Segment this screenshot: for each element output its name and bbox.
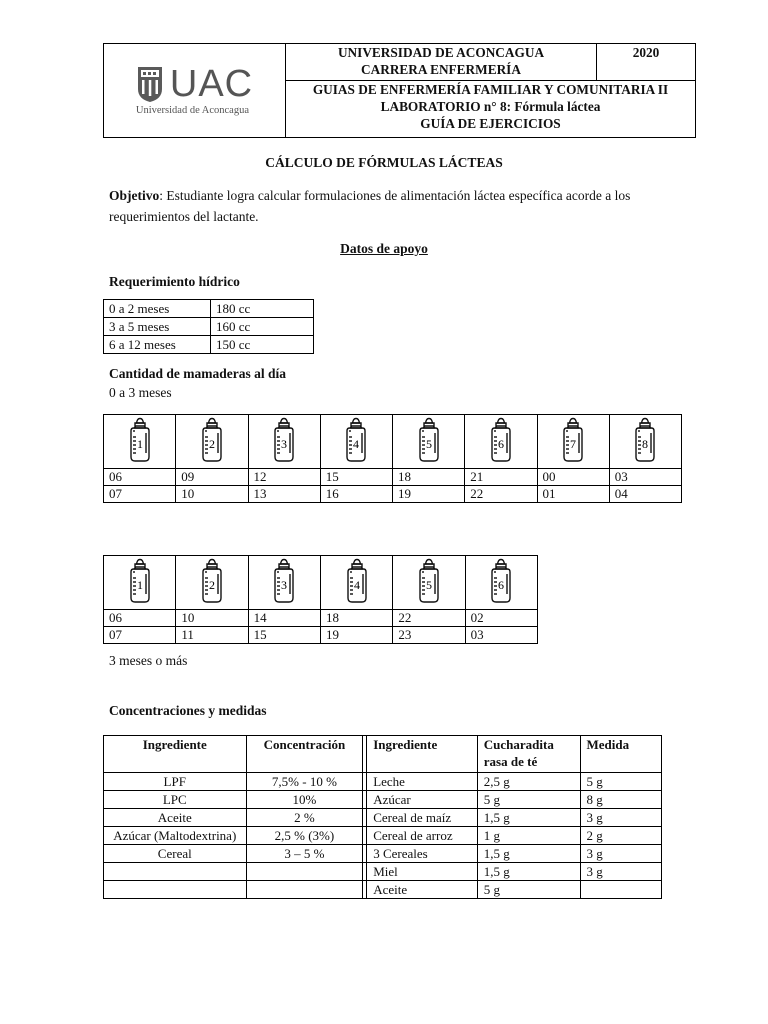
- measure-cell: 5 g: [580, 773, 662, 791]
- time-cell: 01: [537, 486, 609, 503]
- bottle-schedule-0-3-months: [103, 414, 682, 503]
- teaspoon-cell: 5 g: [477, 791, 580, 809]
- bottle-number: 3: [281, 436, 288, 451]
- time-cell: 02: [465, 610, 537, 627]
- concentration-cell: 10%: [246, 791, 363, 809]
- bottle-cell: [176, 556, 248, 610]
- university-logo: [104, 44, 285, 137]
- concentration-cell: 7,5% - 10 %: [246, 773, 363, 791]
- time-cell: 12: [248, 469, 320, 486]
- age-range-cell: 6 a 12 meses: [104, 336, 211, 354]
- ingredient-cell: Aceite: [104, 809, 247, 827]
- time-cell: 07: [104, 627, 176, 644]
- career-name: CARRERA ENFERMERÍA: [361, 62, 521, 77]
- bottle-cell: [104, 556, 176, 610]
- measure-cell: 3 g: [580, 809, 662, 827]
- measure-cell: [580, 881, 662, 899]
- baby-bottle-icon: [344, 558, 370, 604]
- lab-title: LABORATORIO n° 8: Fórmula láctea: [380, 99, 601, 114]
- ingredient-cell: LPF: [104, 773, 247, 791]
- year: 2020: [597, 44, 696, 81]
- time-cell: 23: [393, 627, 465, 644]
- concentration-cell: 3 – 5 %: [246, 845, 363, 863]
- teaspoon-cell: 1 g: [477, 827, 580, 845]
- baby-bottle-icon: [416, 417, 442, 463]
- water-requirement-table: [103, 299, 314, 354]
- time-cell: 10: [176, 486, 248, 503]
- objective: [109, 185, 669, 227]
- time-cell: 00: [537, 469, 609, 486]
- time-row: [104, 469, 682, 486]
- bottle-number: 4: [353, 436, 360, 451]
- measure-cell: 8 g: [580, 791, 662, 809]
- time-row: [104, 627, 538, 644]
- objective-text: : Estudiante logra calcular formulaciones de alimentación láctea específica acorde a los requerimientos del lactante.: [109, 188, 631, 224]
- logo-subtitle: Universidad de Aconcagua: [135, 105, 250, 116]
- ingredient-cell: Cereal de maíz: [367, 809, 478, 827]
- bottles-heading: Cantidad de mamaderas al día: [109, 366, 287, 381]
- time-cell: 14: [248, 610, 320, 627]
- time-cell: 07: [104, 486, 176, 503]
- measure-cell: 3 g: [580, 863, 662, 881]
- guide-cell: [286, 81, 696, 138]
- time-cell: 15: [248, 627, 320, 644]
- time-cell: 03: [465, 627, 537, 644]
- bottle-number: 5: [425, 436, 432, 451]
- time-cell: 22: [465, 486, 537, 503]
- time-cell: 11: [176, 627, 248, 644]
- bottle-cell: [320, 415, 392, 469]
- water-requirement-heading: Requerimiento hídrico: [109, 274, 240, 289]
- time-cell: 19: [320, 627, 392, 644]
- bottle-icons-row: [104, 556, 538, 610]
- concentration-cell: [246, 863, 363, 881]
- bottle-number: 6: [498, 577, 505, 592]
- time-cell: 09: [176, 469, 248, 486]
- group1-label: 0 a 3 meses: [109, 385, 172, 400]
- concentration-cell: 2 %: [246, 809, 363, 827]
- bottle-number: 2: [208, 577, 215, 592]
- baby-bottle-icon: [343, 417, 369, 463]
- teaspoon-cell: 5 g: [477, 881, 580, 899]
- ingredient-cell: [104, 863, 247, 881]
- shield-icon: [136, 65, 164, 103]
- volume-cell: 180 cc: [211, 300, 314, 318]
- table-row: [104, 881, 662, 899]
- table-row: [104, 845, 662, 863]
- column-header: Cucharadita rasa de té: [477, 736, 580, 773]
- time-cell: 13: [248, 486, 320, 503]
- document-header: [103, 43, 696, 138]
- age-range-cell: 3 a 5 meses: [104, 318, 211, 336]
- time-cell: 06: [104, 610, 176, 627]
- time-row: [104, 486, 682, 503]
- ingredient-cell: Leche: [367, 773, 478, 791]
- baby-bottle-icon: [560, 417, 586, 463]
- time-cell: 16: [320, 486, 392, 503]
- bottle-number: 1: [136, 577, 143, 592]
- group2-label: 3 meses o más: [109, 653, 188, 668]
- ingredient-cell: 3 Cereales: [367, 845, 478, 863]
- time-cell: 10: [176, 610, 248, 627]
- ingredient-cell: LPC: [104, 791, 247, 809]
- table-row: [104, 318, 314, 336]
- volume-cell: 160 cc: [211, 318, 314, 336]
- bottle-number: 8: [642, 436, 649, 451]
- bottle-schedule-3-plus-months: [103, 555, 538, 644]
- bottle-number: 1: [136, 436, 143, 451]
- table-row: [104, 827, 662, 845]
- time-cell: 22: [393, 610, 465, 627]
- age-range-cell: 0 a 2 meses: [104, 300, 211, 318]
- time-cell: 19: [393, 486, 465, 503]
- teaspoon-cell: 1,5 g: [477, 809, 580, 827]
- measure-cell: 2 g: [580, 827, 662, 845]
- teaspoon-cell: 1,5 g: [477, 845, 580, 863]
- baby-bottle-icon: [199, 417, 225, 463]
- baby-bottle-icon: [199, 558, 225, 604]
- table-row: [104, 300, 314, 318]
- bottle-cell: [465, 556, 537, 610]
- concentrations-heading: Concentraciones y medidas: [109, 703, 267, 718]
- logo-cell: [104, 44, 286, 138]
- guide-title: GUIAS DE ENFERMERÍA FAMILIAR Y COMUNITARIA II: [312, 82, 669, 97]
- time-cell: 03: [609, 469, 681, 486]
- ingredient-cell: Cereal de arroz: [367, 827, 478, 845]
- baby-bottle-icon: [416, 558, 442, 604]
- baby-bottle-icon: [127, 417, 153, 463]
- time-cell: 18: [393, 469, 465, 486]
- table-row: [104, 336, 314, 354]
- objective-label: Objetivo: [109, 188, 160, 203]
- bottle-cell: [248, 556, 320, 610]
- ingredient-cell: [104, 881, 247, 899]
- baby-bottle-icon: [488, 417, 514, 463]
- table-row: [104, 863, 662, 881]
- time-cell: 04: [609, 486, 681, 503]
- university-name: UNIVERSIDAD DE ACONCAGUA: [337, 45, 545, 60]
- logo-text: UAC: [169, 63, 254, 105]
- bottle-cell: [320, 556, 392, 610]
- bottle-cell: [465, 415, 537, 469]
- teaspoon-cell: 2,5 g: [477, 773, 580, 791]
- support-data-title: Datos de apoyo: [340, 241, 428, 256]
- concentration-cell: 2,5 % (3%): [246, 827, 363, 845]
- baby-bottle-icon: [271, 417, 297, 463]
- ingredient-cell: Azúcar: [367, 791, 478, 809]
- bottle-cell: [104, 415, 176, 469]
- bottle-icons-row: [104, 415, 682, 469]
- column-header: Medida: [580, 736, 662, 773]
- concentrations-table: [103, 735, 662, 899]
- bottle-cell: [537, 415, 609, 469]
- baby-bottle-icon: [632, 417, 658, 463]
- time-cell: 21: [465, 469, 537, 486]
- time-cell: 06: [104, 469, 176, 486]
- bottle-number: 5: [425, 577, 432, 592]
- time-cell: 15: [320, 469, 392, 486]
- baby-bottle-icon: [488, 558, 514, 604]
- ingredient-cell: Cereal: [104, 845, 247, 863]
- volume-cell: 150 cc: [211, 336, 314, 354]
- bottle-cell: [176, 415, 248, 469]
- bottle-cell: [248, 415, 320, 469]
- university-cell: [286, 44, 597, 81]
- bottle-number: 6: [497, 436, 504, 451]
- page-title: CÁLCULO DE FÓRMULAS LÁCTEAS: [265, 155, 503, 170]
- concentration-cell: [246, 881, 363, 899]
- bottle-cell: [609, 415, 681, 469]
- bottle-cell: [393, 415, 465, 469]
- column-header: Concentración: [246, 736, 363, 773]
- bottle-number: 7: [570, 436, 577, 451]
- header-row: [104, 736, 662, 773]
- column-header: Ingrediente: [104, 736, 247, 773]
- bottle-cell: [393, 556, 465, 610]
- ingredient-cell: Aceite: [367, 881, 478, 899]
- measure-cell: 3 g: [580, 845, 662, 863]
- time-cell: 18: [320, 610, 392, 627]
- teaspoon-cell: 1,5 g: [477, 863, 580, 881]
- baby-bottle-icon: [127, 558, 153, 604]
- table-row: [104, 809, 662, 827]
- time-row: [104, 610, 538, 627]
- ingredient-cell: Miel: [367, 863, 478, 881]
- bottle-number: 3: [281, 577, 288, 592]
- table-row: [104, 773, 662, 791]
- ingredient-cell: Azúcar (Maltodextrina): [104, 827, 247, 845]
- bottle-number: 4: [353, 577, 360, 592]
- baby-bottle-icon: [271, 558, 297, 604]
- column-header: Ingrediente: [367, 736, 478, 773]
- table-row: [104, 791, 662, 809]
- exercise-title: GUÍA DE EJERCICIOS: [420, 116, 561, 131]
- bottle-number: 2: [208, 436, 215, 451]
